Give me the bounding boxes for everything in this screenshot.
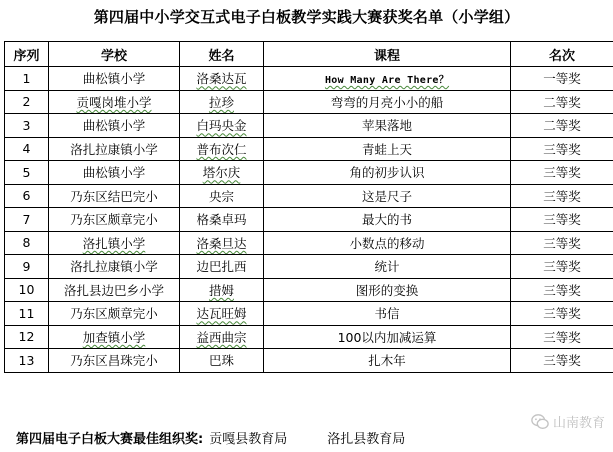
cell-rank	[511, 231, 613, 255]
cell-seq-text: 5	[22, 164, 31, 180]
table-header-row	[5, 42, 613, 67]
cell-seq-text: 4	[22, 141, 31, 157]
cell-rank	[511, 255, 613, 279]
cell-name-text: 巴珠	[208, 353, 234, 369]
cell-rank	[511, 137, 613, 161]
cell-seq	[5, 231, 49, 255]
cell-course-text: 图形的变换	[355, 282, 419, 298]
cell-course-text: 扎木年	[368, 353, 406, 369]
cell-rank-text: 二等奖	[543, 94, 581, 110]
table-row	[5, 231, 613, 255]
cell-name-text: 格桑卓玛	[196, 212, 247, 228]
cell-course	[264, 302, 511, 326]
cell-school-text: 洛扎县边巴乡小学	[63, 282, 164, 298]
header-school: 学校	[49, 42, 180, 67]
header-name: 姓名	[180, 42, 264, 67]
cell-seq-text: 10	[18, 282, 35, 298]
cell-name	[180, 184, 264, 208]
cell-name	[180, 90, 264, 114]
cell-name-text: 益西曲宗	[196, 329, 247, 345]
footer-org-2: 洛扎县教育局	[327, 432, 406, 447]
cell-course-text: 青蛙上天	[361, 141, 412, 157]
cell-rank	[511, 349, 613, 373]
header-course: 课程	[264, 42, 511, 67]
cell-school-text: 乃东区结巴完小	[70, 188, 158, 204]
table-row	[5, 137, 613, 161]
cell-course-text: 统计	[374, 259, 400, 275]
header-rank: 名次	[511, 42, 613, 67]
cell-school	[49, 137, 180, 161]
cell-school-text: 乃东区颇章完小	[70, 212, 158, 228]
cell-course-text: 书信	[374, 306, 400, 322]
cell-school	[49, 231, 180, 255]
cell-rank-text: 三等奖	[543, 329, 581, 345]
cell-school	[49, 325, 180, 349]
cell-course	[264, 67, 511, 91]
cell-school-text: 乃东区昌珠完小	[70, 353, 158, 369]
cell-name	[180, 67, 264, 91]
cell-seq	[5, 161, 49, 185]
cell-rank-text: 三等奖	[543, 212, 581, 228]
cell-rank-text: 三等奖	[543, 235, 581, 251]
cell-seq-text: 6	[22, 188, 31, 204]
cell-seq	[5, 325, 49, 349]
cell-school	[49, 208, 180, 232]
table-row	[5, 114, 613, 138]
cell-seq	[5, 349, 49, 373]
cell-school	[49, 90, 180, 114]
cell-school-text: 洛扎拉康镇小学	[70, 141, 158, 157]
table-row	[5, 302, 613, 326]
cell-seq-text: 13	[18, 352, 35, 368]
cell-seq	[5, 184, 49, 208]
cell-name-text: 洛桑达瓦	[196, 71, 247, 87]
cell-rank	[511, 208, 613, 232]
cell-seq-text: 7	[22, 211, 31, 227]
cell-course	[264, 278, 511, 302]
cell-rank-text: 三等奖	[543, 165, 581, 181]
cell-school-text: 加查镇小学	[82, 329, 146, 345]
cell-seq	[5, 255, 49, 279]
cell-rank-text: 三等奖	[543, 259, 581, 275]
cell-course-text: 弯弯的月亮小小的船	[330, 94, 444, 110]
cell-seq	[5, 278, 49, 302]
cell-seq-text: 12	[18, 329, 35, 345]
watermark-text: 山南教育	[552, 416, 605, 431]
awards-table	[4, 41, 613, 373]
cell-seq	[5, 90, 49, 114]
table-row	[5, 208, 613, 232]
cell-name	[180, 161, 264, 185]
cell-course	[264, 161, 511, 185]
table-row	[5, 67, 613, 91]
cell-name	[180, 255, 264, 279]
cell-name	[180, 231, 264, 255]
cell-rank	[511, 325, 613, 349]
cell-school-text: 贡嘎岗堆小学	[76, 94, 152, 110]
cell-seq-text: 11	[18, 305, 35, 321]
cell-rank	[511, 90, 613, 114]
footer-label: 第四届电子白板大赛最佳组织奖:	[16, 432, 204, 447]
cell-course-text: 100以内加减运算	[337, 329, 437, 345]
cell-course-text: 苹果落地	[361, 118, 412, 134]
cell-rank	[511, 302, 613, 326]
cell-rank	[511, 184, 613, 208]
cell-name-text: 边巴扎西	[196, 259, 247, 275]
cell-school-text: 曲松镇小学	[82, 165, 146, 181]
cell-course	[264, 184, 511, 208]
cell-name	[180, 114, 264, 138]
cell-course	[264, 137, 511, 161]
cell-course-text: 小数点的移动	[349, 235, 425, 251]
cell-name-text: 拉珍	[208, 94, 234, 110]
header-seq: 序列	[5, 42, 49, 67]
cell-rank-text: 三等奖	[543, 141, 581, 157]
cell-school	[49, 67, 180, 91]
cell-rank-text: 二等奖	[543, 118, 581, 134]
cell-school	[49, 161, 180, 185]
wechat-logo-icon	[531, 413, 549, 431]
cell-rank-text: 三等奖	[543, 282, 581, 298]
cell-school	[49, 349, 180, 373]
cell-name	[180, 349, 264, 373]
cell-name-text: 普布次仁	[196, 141, 247, 157]
cell-school-text: 洛扎拉康镇小学	[70, 259, 158, 275]
cell-name-text: 塔尔庆	[202, 165, 241, 181]
table-row	[5, 278, 613, 302]
cell-rank	[511, 67, 613, 91]
cell-course	[264, 114, 511, 138]
cell-seq-text: 8	[22, 235, 31, 251]
cell-seq-text: 3	[22, 117, 31, 133]
cell-name-text: 达瓦旺姆	[196, 306, 247, 322]
cell-seq-text: 1	[22, 70, 31, 86]
cell-rank-text: 三等奖	[543, 353, 581, 369]
cell-name	[180, 325, 264, 349]
cell-school-text: 曲松镇小学	[82, 118, 146, 134]
cell-name-text: 洛桑旦达	[196, 235, 247, 251]
cell-rank	[511, 278, 613, 302]
cell-seq	[5, 114, 49, 138]
table-body	[5, 67, 613, 373]
table-row	[5, 184, 613, 208]
cell-seq	[5, 137, 49, 161]
cell-rank-text: 一等奖	[543, 71, 581, 87]
cell-rank	[511, 114, 613, 138]
cell-seq-text: 2	[22, 94, 31, 110]
cell-school	[49, 184, 180, 208]
cell-school	[49, 278, 180, 302]
table-row	[5, 349, 613, 373]
cell-name-text: 白玛央金	[196, 118, 247, 134]
cell-course-text: 角的初步认识	[349, 165, 425, 181]
cell-school-text: 曲松镇小学	[82, 71, 146, 87]
table-row	[5, 325, 613, 349]
cell-rank	[511, 161, 613, 185]
cell-rank-text: 三等奖	[543, 188, 581, 204]
cell-school	[49, 114, 180, 138]
cell-course	[264, 90, 511, 114]
table-row	[5, 90, 613, 114]
cell-name	[180, 302, 264, 326]
cell-school	[49, 255, 180, 279]
cell-school	[49, 302, 180, 326]
cell-seq	[5, 302, 49, 326]
cell-seq	[5, 67, 49, 91]
cell-name	[180, 208, 264, 232]
cell-course	[264, 208, 511, 232]
footer-org-1: 贡嘎县教育局	[209, 432, 288, 447]
cell-rank-text: 三等奖	[543, 306, 581, 322]
cell-seq	[5, 208, 49, 232]
cell-course	[264, 231, 511, 255]
footer	[16, 428, 405, 447]
cell-name-text: 央宗	[208, 188, 234, 204]
page-title: 第四届中小学交互式电子白板教学实践大赛获奖名单（小学组）	[93, 8, 520, 26]
cell-course-text: How Many Are There？	[324, 74, 450, 86]
cell-name-text: 措姆	[208, 282, 234, 298]
cell-school-text: 洛扎镇小学	[82, 235, 146, 251]
cell-course-text: 最大的书	[361, 212, 412, 228]
cell-name	[180, 278, 264, 302]
cell-course	[264, 255, 511, 279]
cell-course	[264, 349, 511, 373]
cell-school-text: 乃东区颇章完小	[70, 306, 158, 322]
watermark	[531, 412, 605, 431]
cell-course-text: 这是尺子	[361, 188, 412, 204]
cell-seq-text: 9	[22, 258, 31, 274]
table-row	[5, 255, 613, 279]
cell-course	[264, 325, 511, 349]
table-row	[5, 161, 613, 185]
cell-name	[180, 137, 264, 161]
